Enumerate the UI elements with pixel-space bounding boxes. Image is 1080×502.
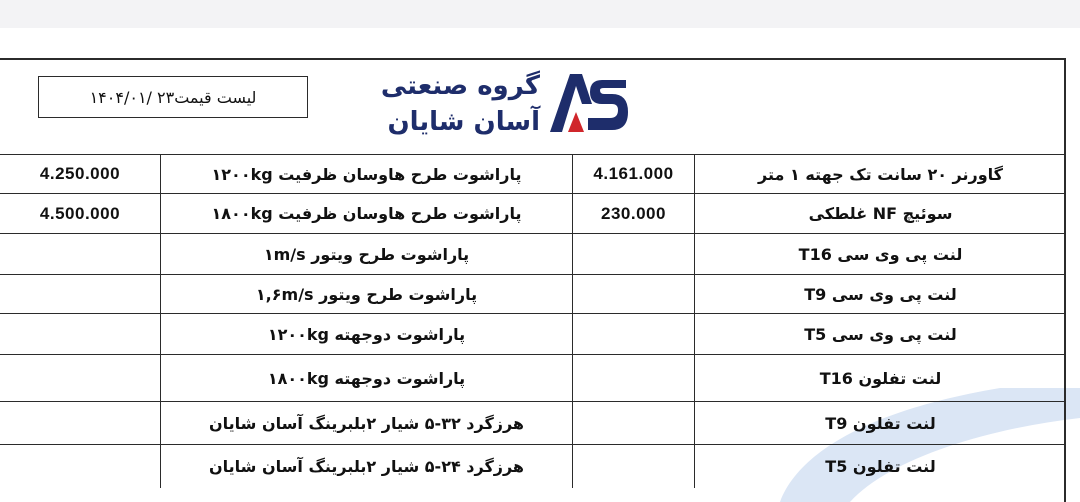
table-row xyxy=(0,313,1066,354)
right-item-cell: لنت پی وی سی T16 xyxy=(798,244,963,264)
company-logo-icon xyxy=(548,66,628,136)
brand-line-1: گروه صنعتی xyxy=(380,71,540,101)
table-row xyxy=(0,274,1066,313)
right-price-cell xyxy=(573,355,695,401)
right-price-cell xyxy=(573,402,695,444)
left-item-cell: هرزگرد ۲۴-۵ شیار ۲بلبرینگ آسان شایان xyxy=(161,445,573,488)
right-item-cell: لنت پی وی سی T9 xyxy=(804,284,957,304)
table-row xyxy=(0,154,1066,193)
left-price-cell xyxy=(0,314,161,354)
left-item-cell: پاراشوت طرح هاوسان ظرفیت ۱۲۰۰kg xyxy=(161,155,573,193)
left-price-cell: 4.250.000 xyxy=(0,155,161,193)
left-item-cell: پاراشوت طرح هاوسان ظرفیت ۱۸۰۰kg xyxy=(161,194,573,233)
left-price-cell: 4.500.000 xyxy=(0,194,161,233)
left-price-cell xyxy=(0,275,161,313)
table-row xyxy=(0,193,1066,233)
right-item-cell: لنت پی وی سی T5 xyxy=(804,324,957,344)
left-price-cell xyxy=(0,445,161,488)
right-price-cell xyxy=(573,445,695,488)
right-price-cell xyxy=(573,314,695,354)
left-price-cell xyxy=(0,355,161,401)
brand-name xyxy=(380,68,540,140)
left-item-cell: پاراشوت طرح ویتور ۱m/s xyxy=(161,234,573,274)
left-price-cell xyxy=(0,234,161,274)
left-item-cell: هرزگرد ۳۲-۵ شیار ۲بلبرینگ آسان شایان xyxy=(161,402,573,444)
left-item-cell: پاراشوت دوجهته ۱۲۰۰kg xyxy=(161,314,573,354)
table-row xyxy=(0,354,1066,401)
right-price-cell: 4.161.000 xyxy=(573,155,695,193)
left-price-cell xyxy=(0,402,161,444)
right-price-cell xyxy=(573,275,695,313)
table-row xyxy=(0,233,1066,274)
right-item-cell: لنت تفلون T16 xyxy=(819,368,942,388)
price-list-label: لیست قیمت۲۳ /۱۴۰۴/۰۱ xyxy=(89,87,257,107)
right-item-cell: سوئیچ NF غلطکی xyxy=(808,204,953,223)
right-price-cell: 230.000 xyxy=(573,194,695,233)
top-band xyxy=(0,0,1080,28)
table-row xyxy=(0,444,1066,488)
price-list-date-box xyxy=(38,76,308,118)
right-price-cell xyxy=(573,234,695,274)
brand-line-2: آسان شایان xyxy=(387,107,540,137)
left-item-cell: پاراشوت دوجهته ۱۸۰۰kg xyxy=(161,355,573,401)
price-list-sheet xyxy=(0,58,1080,502)
right-item-cell: گاورنر ۲۰ سانت تک جهته ۱ متر xyxy=(758,164,1003,184)
right-item-cell: لنت تفلون T9 xyxy=(825,413,936,433)
table-row xyxy=(0,401,1066,444)
left-item-cell: پاراشوت طرح ویتور ۱,۶m/s xyxy=(161,275,573,313)
right-item-cell: لنت تفلون T5 xyxy=(825,457,936,476)
